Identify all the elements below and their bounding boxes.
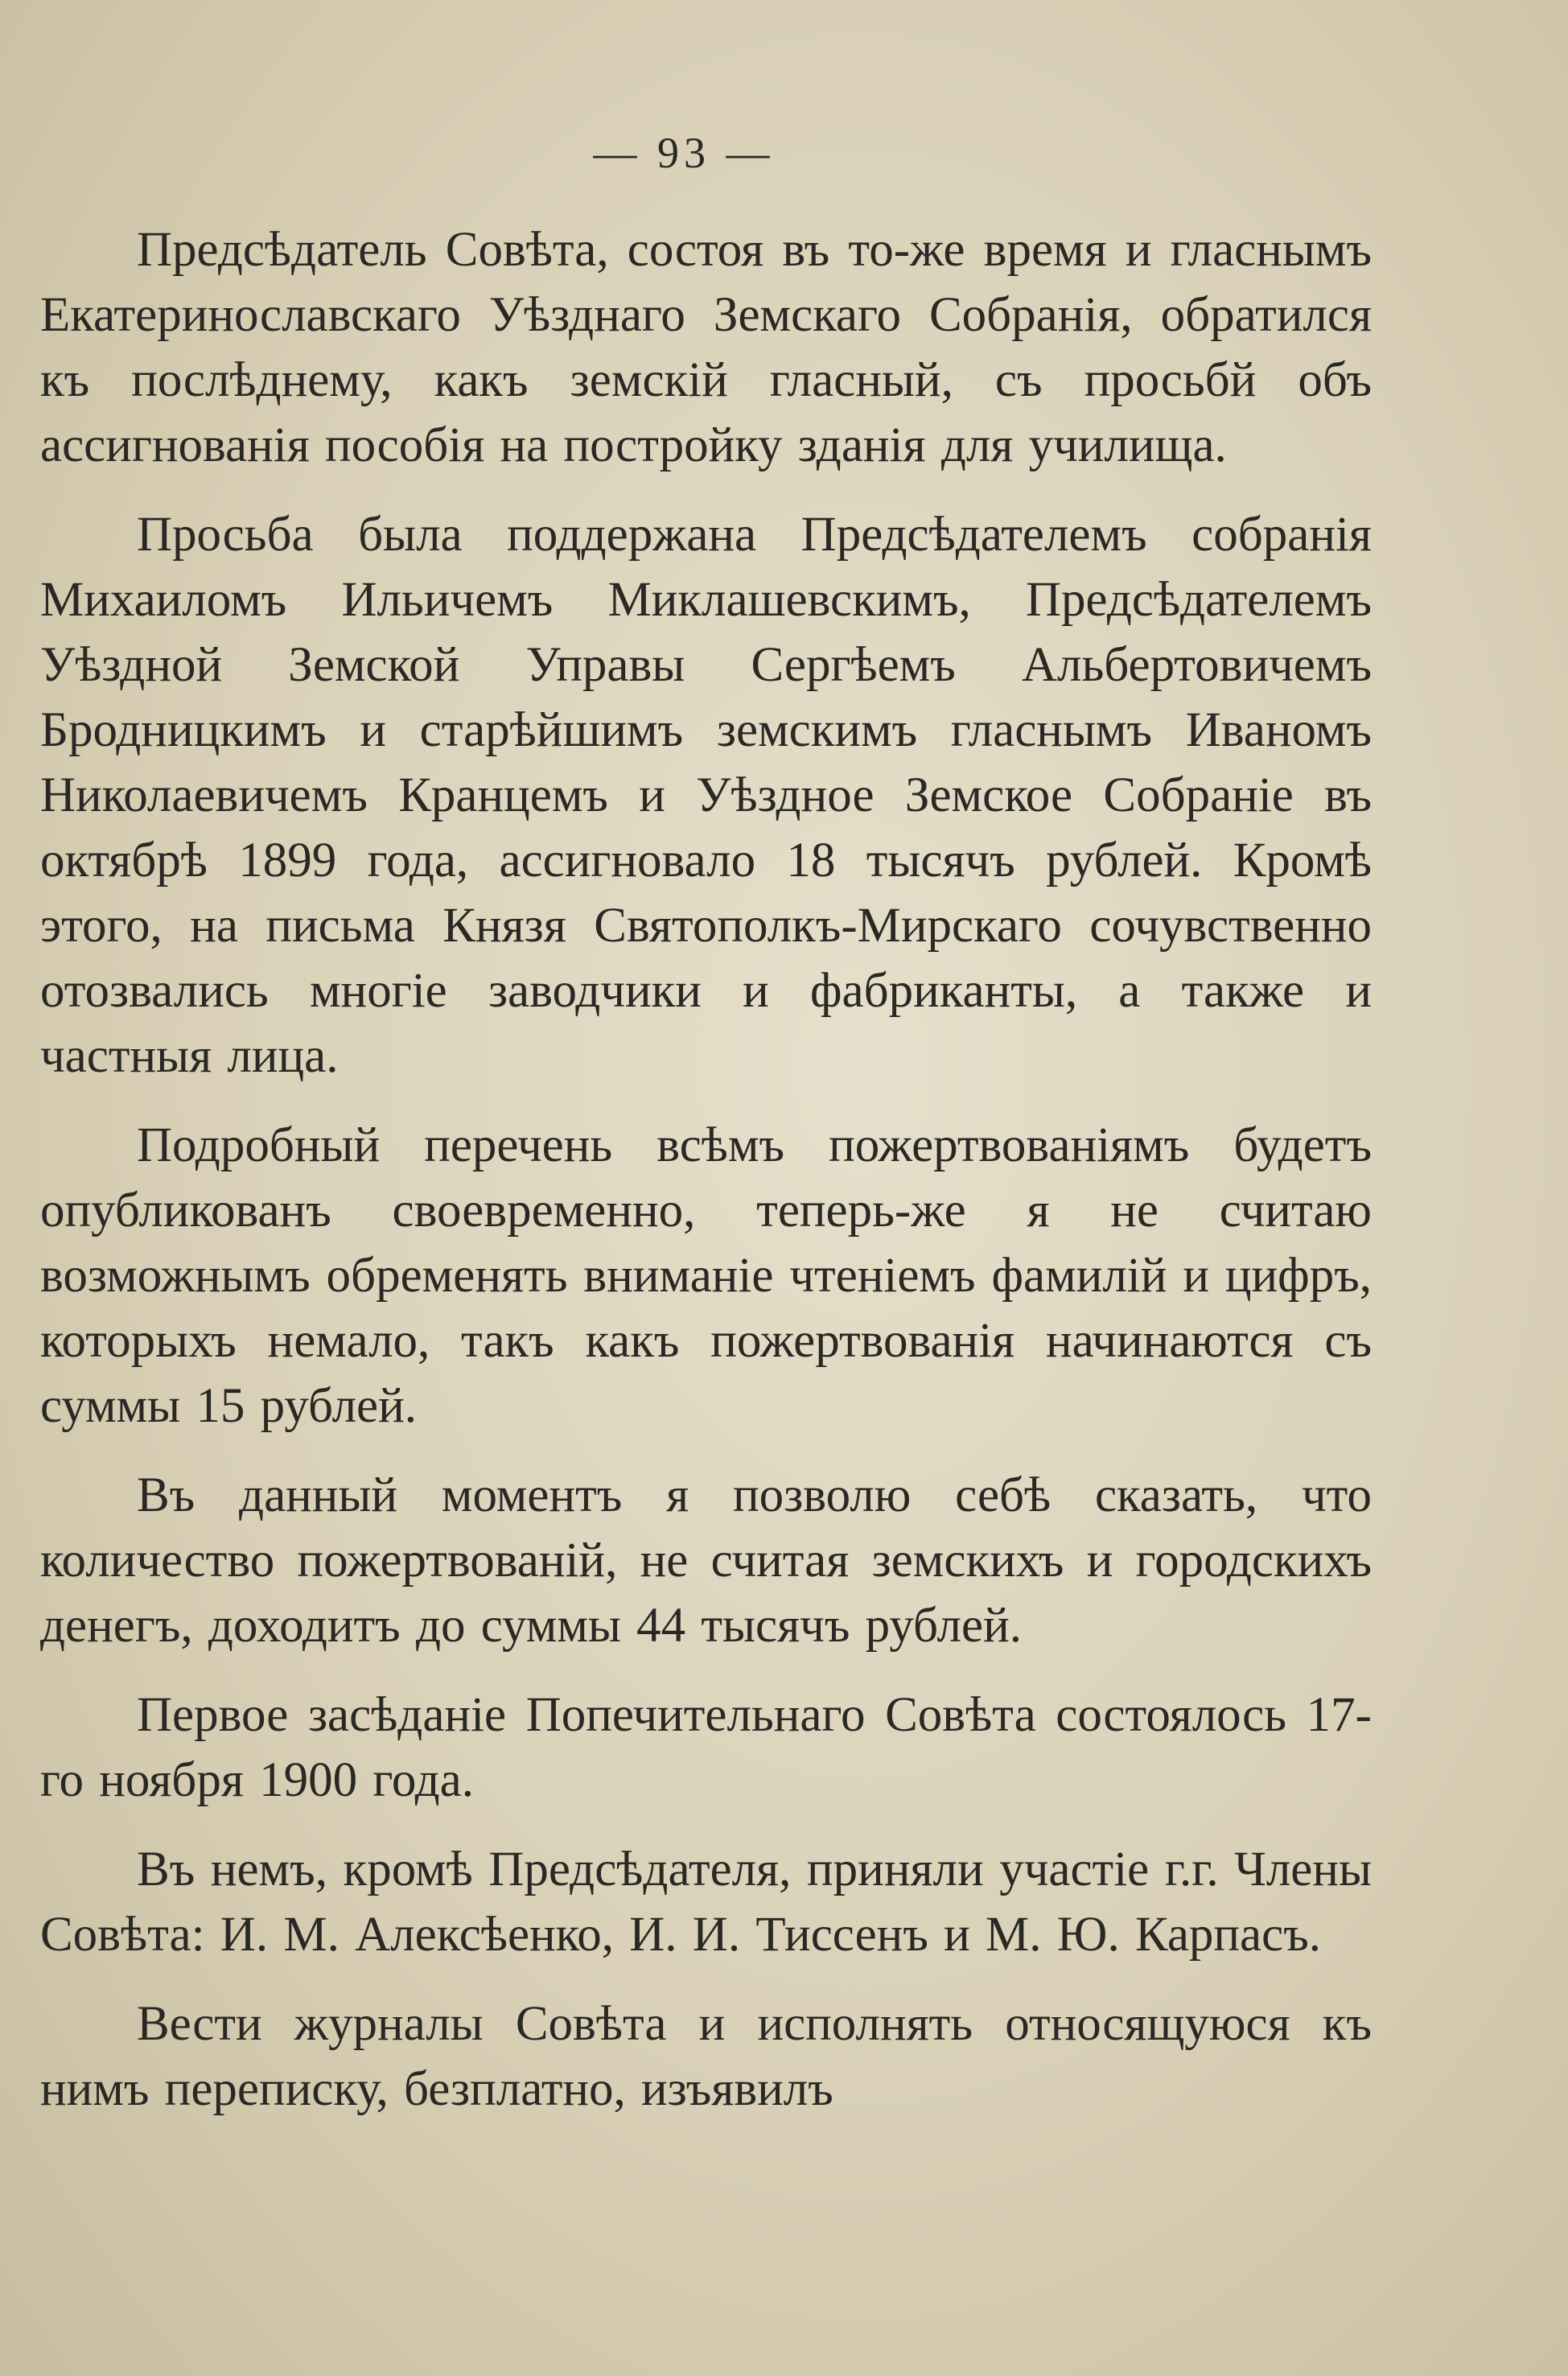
body-text: [40, 217, 1372, 2146]
paragraph: Предсѣдатель Совѣта, состоя въ то-же время и гласнымъ Екатеринославскаго Уѣзднаго Земскаго Собранія, обратился къ послѣднему, какъ земскій гласный, съ просьбй объ ассигнованія пособія на постройку зданія для училища.: [40, 223, 1372, 472]
paragraph: Вести журналы Совѣта и исполнять относящуюся къ нимъ переписку, безплатно, изъявилъ: [40, 1997, 1372, 2116]
paragraph: Первое засѣданіе Попечительнаго Совѣта состоялось 17-го ноября 1900 года.: [40, 1688, 1372, 1807]
paragraph: Подробный перечень всѣмъ пожертвованіямъ будетъ опубликованъ своевременно, теперь-же я не считаю возможнымъ обременять вниманіе чтеніемъ фамилій и цифръ, которыхъ немало, такъ какъ пожертвованія начинаются съ суммы 15 рублей.: [40, 1118, 1372, 1433]
paragraph: Въ немъ, кромѣ Предсѣдателя, приняли участіе г.г. Члены Совѣта: И. М. Алексѣенко, И. И. Тиссенъ и М. Ю. Карпасъ.: [40, 1843, 1372, 1962]
paragraph: Просьба была поддержана Предсѣдателемъ собранія Михаиломъ Ильичемъ Миклашевскимъ, Предсѣдателемъ Уѣздной Земской Управы Сергѣемъ Альбертовичемъ Бродницкимъ и старѣйшимъ земскимъ гласнымъ Иваномъ Николаевичемъ Кранцемъ и Уѣздное Земское Собраніе въ октябрѣ 1899 года, ассигновало 18 тысячъ рублей. Кромѣ этого, на письма Князя Святополкъ-Мирскаго сочувственно отозвались многіе заводчики и фабриканты, а также и частныя лица.: [40, 508, 1372, 1083]
page-number: — 93 —: [593, 129, 775, 177]
paragraph: Въ данный моментъ я позволю себѣ сказать, что количество пожертвованій, не считая земскихъ и городскихъ денегъ, доходитъ до суммы 44 тысячъ рублей.: [40, 1468, 1372, 1653]
